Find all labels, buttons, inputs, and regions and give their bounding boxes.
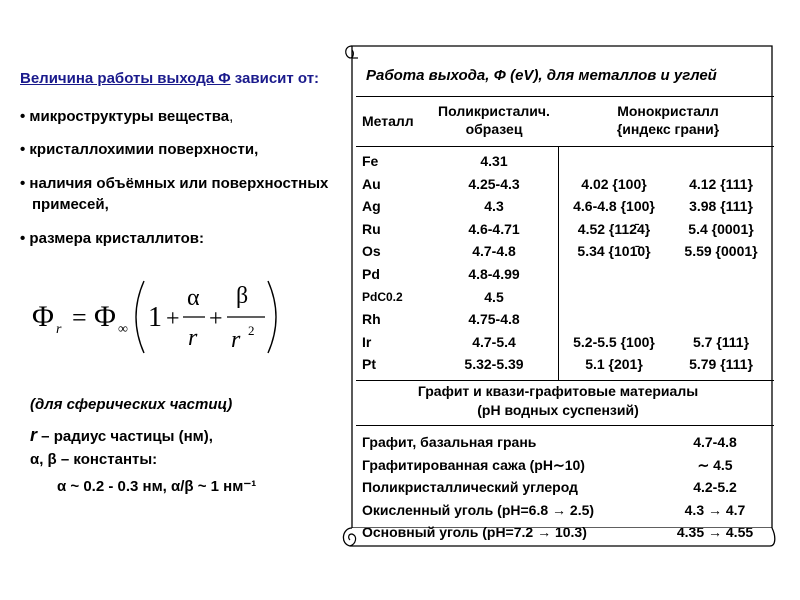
poly-value: 4.7-5.4 — [472, 333, 516, 350]
metal-pd: Pd — [362, 265, 380, 282]
graphite-value: 4.7-4.8 — [693, 434, 737, 450]
metal-fe: Fe — [362, 153, 379, 169]
mono2-value — [676, 308, 766, 331]
mono2-value — [676, 286, 766, 309]
graphite-name: Основный уголь (pH=7.2 → 10.3) — [362, 524, 587, 541]
poly-value: 4.6-4.71 — [468, 220, 520, 237]
graphite-header-line1: Графит и квази-графитовые материалы — [417, 383, 699, 399]
note-constant-values: α ~ 0.2 - 0.3 нм, α/β ~ 1 нм⁻¹ — [57, 478, 257, 495]
header-poly — [430, 102, 558, 138]
header-mono — [588, 102, 748, 138]
mono2-value: 5.79 {111} — [689, 356, 753, 373]
mono1-value: 5.34 {101̄0} — [577, 243, 651, 260]
formula-plus-1: + — [166, 306, 180, 332]
formula-lhs: Φ — [32, 300, 54, 333]
rule-above-graphite — [356, 380, 774, 381]
formula-exp: 2 — [248, 323, 255, 338]
mono2-value: 4.12 {111} — [689, 175, 753, 192]
bullet-crystallite-size: • размера кристаллитов: — [20, 230, 205, 247]
formula-alpha: α — [187, 285, 200, 311]
mono1-value: 4.52 {112̄4} — [577, 220, 651, 237]
metal-pt: Pt — [362, 356, 376, 373]
formula-beta: β — [236, 283, 249, 309]
graphite-values-column — [660, 431, 770, 544]
rule-under-title — [356, 96, 774, 97]
graphite-value: 4.35 → 4.55 — [676, 524, 754, 541]
poly-value: 4.8-4.99 — [468, 265, 520, 282]
bullet-tail: , — [229, 108, 234, 125]
graphite-names-column — [362, 431, 662, 544]
metal-au: Au — [362, 175, 381, 192]
formula-lhs-sub: r — [56, 322, 62, 337]
metals-column — [362, 150, 432, 376]
r-desc: – радиус частицы (нм), — [37, 428, 213, 445]
poly-column — [438, 150, 550, 376]
mono2-value: 5.4 {0001} — [688, 220, 754, 237]
header-poly-line2: образец — [465, 121, 523, 137]
header-poly-line1: Поликристалич. — [438, 103, 550, 119]
poly-value: 4.31 — [480, 153, 508, 169]
mono1-value: 4.02 {100} — [581, 175, 647, 192]
metal-ru: Ru — [362, 220, 381, 237]
poly-value: 4.7-4.8 — [472, 243, 516, 260]
formula-r-2: r — [231, 327, 241, 353]
bullet-microstructure — [20, 108, 233, 125]
section-heading — [20, 70, 319, 87]
rule-poly-mono-divider — [558, 146, 559, 380]
note-spherical-text: (для сферических частиц) — [30, 396, 233, 413]
header-metal: Металл — [362, 113, 414, 129]
mono2-value: 3.98 {111} — [689, 198, 753, 215]
mono1-value — [560, 286, 668, 309]
graphite-header-line2: (pH водных суспензий) — [477, 402, 639, 418]
formula-r-1: r — [188, 325, 198, 351]
bullet-crystal-chemistry: • кристаллохимии поверхности, — [20, 141, 259, 158]
formula-left-paren — [136, 281, 144, 353]
work-function-formula — [30, 275, 290, 359]
formula-right-paren — [268, 281, 276, 353]
header-mono-line2: {индекс грани} — [616, 121, 720, 137]
heading-underlined: Величина работы выхода Φ — [20, 70, 231, 87]
metal-ag: Ag — [362, 198, 381, 215]
graphite-value: 4.2-5.2 — [693, 479, 737, 496]
formula-rhs: Φ — [94, 300, 116, 333]
metal-rh: Rh — [362, 311, 381, 328]
note-radius — [30, 425, 213, 446]
mono2-value: 5.7 {111} — [692, 333, 750, 350]
mono1-column — [560, 173, 668, 376]
r-symbol: r — [30, 425, 38, 445]
graphite-value: 4.3 → 4.7 — [684, 501, 746, 518]
heading-rest: зависит от: — [230, 70, 320, 87]
table-title: Работа выхода, Φ (eV), для металлов и углей — [366, 67, 717, 84]
graphite-header — [356, 382, 760, 420]
formula-plus-2: + — [209, 306, 223, 332]
poly-value: 4.3 — [484, 198, 504, 215]
mono2-value: 5.59 {0001} — [684, 243, 758, 260]
poly-value: 4.25-4.3 — [468, 175, 520, 192]
mono1-value: 5.1 {201} — [585, 356, 643, 373]
mono1-value: 4.6-4.8 {100} — [573, 198, 655, 215]
metal-ir: Ir — [362, 333, 372, 350]
mono2-value — [676, 263, 766, 286]
metal-pdc: PdC0.2 — [362, 289, 403, 304]
rule-under-header — [356, 146, 774, 147]
header-mono-line1: Монокристалл — [617, 103, 719, 119]
graphite-name: Графитированная сажа (pH∼10) — [362, 456, 585, 473]
graphite-value: ∼ 4.5 — [697, 456, 733, 473]
note-spherical — [30, 396, 232, 413]
rule-under-graphite-header — [356, 425, 774, 426]
mono1-value — [560, 263, 668, 286]
poly-value: 5.32-5.39 — [464, 356, 524, 373]
bullet-impurities-cont: примесей, — [32, 196, 109, 213]
mono2-column — [676, 173, 766, 376]
formula-eq: = — [72, 303, 87, 332]
formula-one: 1 — [148, 302, 162, 333]
mono1-value — [560, 308, 668, 331]
mono1-value: 5.2-5.5 {100} — [573, 333, 655, 350]
graphite-name: Поликристаллический углерод — [362, 479, 578, 496]
poly-value: 4.75-4.8 — [468, 311, 520, 328]
metal-os: Os — [362, 243, 381, 260]
bullet-impurities: • наличия объёмных или поверхностных — [20, 175, 329, 192]
formula-rhs-sub: ∞ — [118, 322, 128, 337]
graphite-name: Графит, базальная грань — [362, 434, 537, 450]
graphite-name: Окисленный уголь (pH=6.8 → 2.5) — [362, 501, 595, 518]
note-constants: α, β – константы: — [30, 451, 158, 468]
bullet-text: • микроструктуры вещества — [20, 108, 230, 125]
poly-value: 4.5 — [484, 288, 504, 305]
